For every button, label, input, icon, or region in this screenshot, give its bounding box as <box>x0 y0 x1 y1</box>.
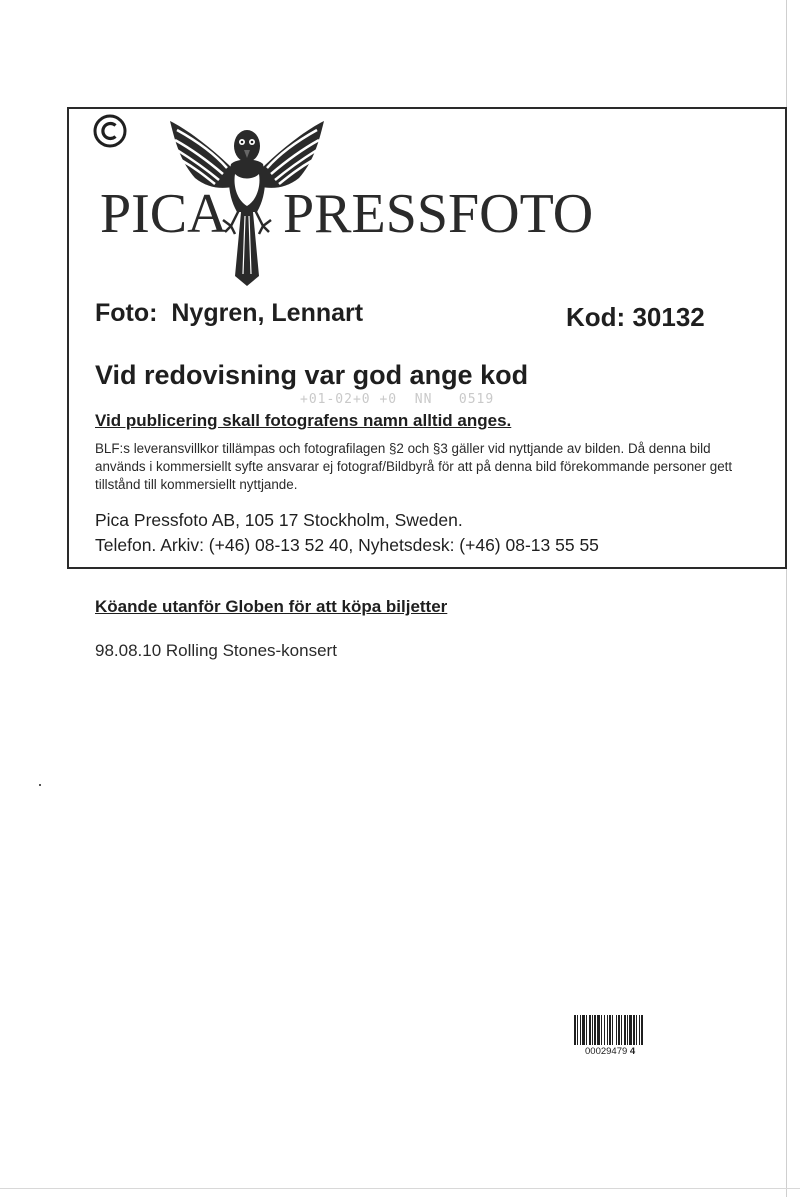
kod-value: 30132 <box>632 302 705 332</box>
photographer-line <box>95 299 363 328</box>
barcode-number <box>585 1046 635 1057</box>
caption-title: Köande utanför Globen för att köpa biljetter <box>95 597 448 616</box>
barcode-check-digit: 4 <box>629 1046 636 1057</box>
agency-address: Pica Pressfoto AB, 105 17 Stockholm, Sweden. <box>95 510 463 530</box>
caption-text: 98.08.10 Rolling Stones-konsert <box>95 641 337 660</box>
copyright-icon <box>92 113 128 149</box>
code-line <box>566 302 705 333</box>
brand-name-right: PRESSFOTO <box>283 183 594 245</box>
publication-warning: Vid publicering skall fotografens namn alltid anges. <box>95 411 512 430</box>
barcode-digits: 00029479 <box>585 1046 628 1057</box>
agency-phone: Telefon. Arkiv: (+46) 08-13 52 40, Nyhetsdesk: (+46) 08-13 55 55 <box>95 535 599 555</box>
paper-speck <box>39 784 41 786</box>
page-edge <box>0 1188 800 1189</box>
brand-name-left: PICA <box>100 183 228 245</box>
code-instruction: Vid redovisning var god ange kod <box>95 360 529 390</box>
barcode-icon <box>574 1015 668 1045</box>
foto-label: Foto: <box>95 299 158 327</box>
kod-label: Kod: <box>566 302 626 332</box>
license-terms: BLF:s leveransvillkor tillämpas och fotografilagen §2 och §3 gäller vid nyttjande av bilden. Då denna bild används i kommersiellt syfte ansvarar ej fotograf/Bildbyrå för att på denna bild förekommande personer gett tillstånd till kommersiellt nyttjande. <box>95 441 733 492</box>
faint-date-stamp: +01-02+0 +0 NN 0519 <box>300 392 495 407</box>
photographer-name: Nygren, Lennart <box>171 299 364 327</box>
